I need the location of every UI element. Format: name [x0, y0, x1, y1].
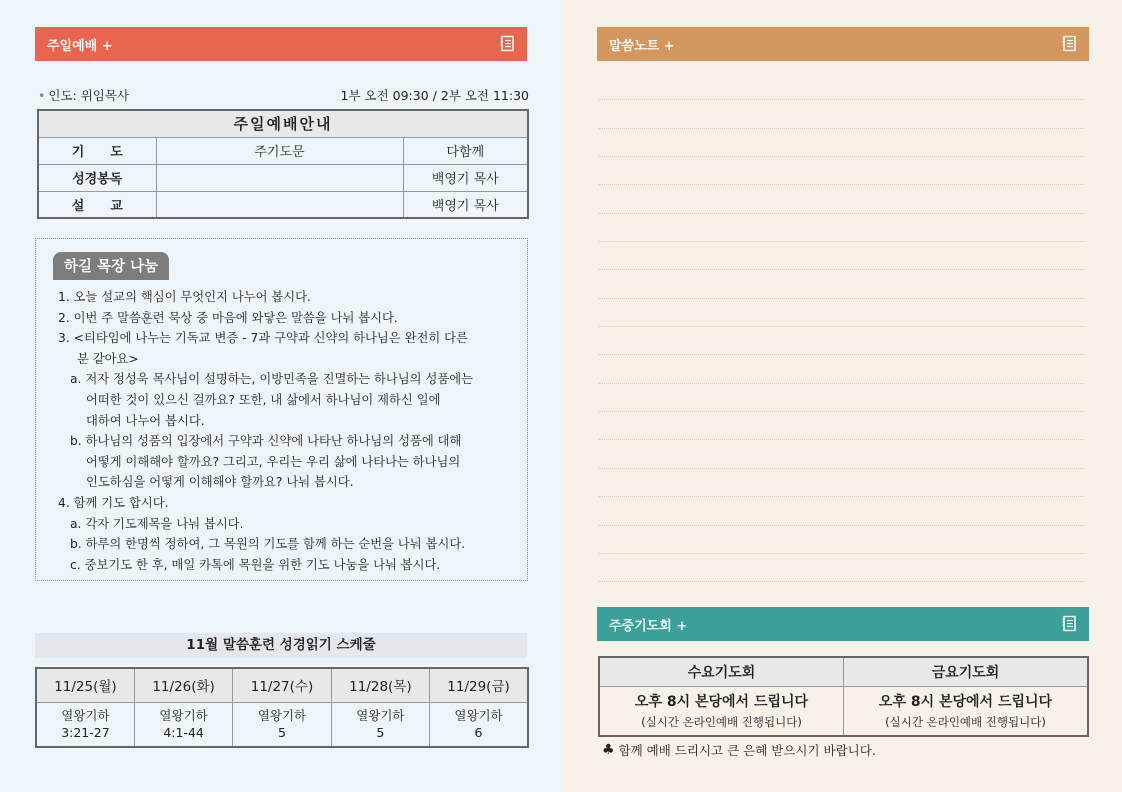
sermon-note-header-label: 말씀노트 +	[609, 38, 675, 54]
prayer-time: 오후 8시 본당에서 드립니다	[878, 694, 1053, 711]
note-line[interactable]	[599, 384, 1085, 412]
prayer-header-label: 주중기도회 +	[609, 618, 688, 634]
reading-book: 열왕기하	[159, 707, 208, 723]
list-item: 대하여 나누어 봅시다.	[86, 413, 205, 428]
note-line[interactable]	[599, 497, 1085, 525]
reading-book: 열왕기하	[356, 707, 405, 723]
notebook-icon	[500, 35, 515, 52]
list-item: 어떠한 것이 있으신 걸까요? 또한, 내 삶에서 하나님이 제하신 일에	[86, 392, 441, 407]
row-right: 백영기 목사	[403, 164, 528, 191]
table-row	[38, 164, 528, 191]
note-line[interactable]	[599, 242, 1085, 270]
list-item: 3. <티타임에 나누는 기독교 변증 - 7과 구약과 신약의 하나님은 완전히 다른	[58, 331, 468, 346]
schedule-title: 11월 말씀훈련 성경읽기 스케줄	[35, 633, 527, 658]
sermon-note-header	[597, 27, 1089, 61]
prayer-table	[598, 656, 1089, 737]
note-line[interactable]	[599, 554, 1085, 582]
note-line[interactable]	[599, 440, 1085, 468]
reading-ref: 5	[278, 724, 286, 740]
table-row	[38, 191, 528, 218]
reading-book: 열왕기하	[61, 707, 110, 723]
note-line[interactable]	[599, 157, 1085, 185]
note-line[interactable]	[599, 412, 1085, 440]
prayer-note: (실시간 온라인예배 진행됩니다)	[641, 715, 802, 730]
reading-ref: 6	[474, 724, 483, 740]
row-right: 백영기 목사	[403, 191, 528, 218]
service-times: 1부 오전 09:30 / 2부 오전 11:30	[340, 88, 529, 103]
schedule-reading	[430, 702, 528, 747]
service-title: 주일예배안내	[38, 110, 528, 137]
reading-ref: 3:21-27	[61, 724, 110, 740]
prayer-detail	[599, 686, 844, 736]
prayer-detail-row	[599, 686, 1088, 736]
club-suit-icon: ♣	[602, 742, 615, 758]
list-item: 어떻게 이해해야 할까요? 그리고, 우리는 우리 삶에 나타나는 하나님의	[86, 454, 461, 469]
list-item: 2. 이번 주 말씀훈련 묵상 중 마음에 와닿은 말씀을 나눠 봅시다.	[58, 310, 398, 325]
note-line[interactable]	[599, 270, 1085, 298]
prayer-detail	[844, 686, 1089, 736]
note-line[interactable]	[599, 469, 1085, 497]
footer-text: 함께 예배 드리시고 큰 은혜 받으시기 바랍니다.	[618, 743, 876, 758]
note-line[interactable]	[599, 129, 1085, 157]
schedule-reading	[134, 702, 232, 747]
prayer-name: 수요기도회	[599, 657, 844, 686]
schedule-date: 11/26(화)	[134, 668, 232, 702]
bullet-dot-icon: •	[38, 88, 46, 103]
note-lines[interactable]	[599, 72, 1085, 582]
schedule-date: 11/29(금)	[430, 668, 528, 702]
row-label: 설 교	[38, 191, 156, 218]
prayer-header-row	[599, 657, 1088, 686]
leader-info	[38, 86, 129, 104]
worship-header	[35, 27, 527, 61]
discussion-box	[35, 238, 528, 581]
list-item: 분 같아요>	[77, 351, 139, 366]
reading-ref: 4:1-44	[163, 724, 204, 740]
row-label: 성경봉독	[38, 164, 156, 191]
list-item: a. 저자 정성욱 목사님이 설명하는, 이방민족을 진멸하는 하나님의 성품에는	[70, 372, 473, 387]
note-line[interactable]	[599, 355, 1085, 383]
discussion-list	[58, 287, 473, 575]
worship-header-label: 주일예배 +	[47, 38, 113, 54]
service-meta	[38, 86, 529, 104]
schedule-date: 11/25(월)	[36, 668, 134, 702]
prayer-note: (실시간 온라인예배 진행됩니다)	[885, 715, 1046, 730]
schedule-reading	[36, 702, 134, 747]
leader-text: 인도: 위임목사	[48, 88, 130, 103]
row-right: 다함께	[403, 137, 528, 164]
row-label: 기 도	[38, 137, 156, 164]
reading-book: 열왕기하	[257, 707, 307, 723]
schedule-header-row	[36, 668, 528, 702]
list-item: 4. 함께 기도 합시다.	[58, 495, 169, 510]
note-line[interactable]	[599, 214, 1085, 242]
schedule-table	[35, 667, 529, 748]
note-line[interactable]	[599, 185, 1085, 213]
schedule-reading	[233, 702, 331, 747]
prayer-header	[597, 607, 1089, 641]
table-row	[38, 137, 528, 164]
row-middle	[156, 191, 403, 218]
note-line[interactable]	[599, 327, 1085, 355]
discussion-title: 하길 목장 나눔	[53, 252, 169, 280]
list-item: b. 하나님의 성품의 입장에서 구약과 신약에 나타난 하나님의 성품에 대해	[70, 434, 462, 449]
note-line[interactable]	[599, 100, 1085, 128]
notebook-icon	[1062, 35, 1077, 52]
note-line[interactable]	[599, 299, 1085, 327]
row-middle: 주기도문	[156, 137, 403, 164]
list-item: c. 중보기도 한 후, 매일 카톡에 목원을 위한 기도 나눔을 나눠 봅시다.	[70, 557, 441, 572]
list-item: 1. 오늘 설교의 핵심이 무엇인지 나누어 봅시다.	[58, 290, 311, 304]
list-item: b. 하루의 한명씩 정하여, 그 목원의 기도를 함께 하는 순번을 나눠 봅시다.	[70, 537, 466, 552]
reading-ref: 5	[376, 724, 385, 740]
list-item: 인도하심을 어떻게 이해해야 할까요? 나눠 봅시다.	[86, 475, 354, 490]
list-item: a. 각자 기도제목을 나눠 봅시다.	[70, 516, 244, 531]
prayer-name: 금요기도회	[844, 657, 1089, 686]
note-line[interactable]	[599, 526, 1085, 554]
schedule-reading	[331, 702, 429, 747]
schedule-date: 11/28(목)	[331, 668, 429, 702]
schedule-reading-row	[36, 702, 528, 747]
reading-book: 열왕기하	[454, 707, 503, 723]
footer-message	[602, 741, 876, 759]
notebook-icon	[1062, 615, 1077, 632]
row-middle	[156, 164, 403, 191]
note-line[interactable]	[599, 72, 1085, 100]
prayer-time: 오후 8시 본당에서 드립니다	[634, 694, 809, 711]
service-table	[37, 109, 529, 219]
schedule-date: 11/27(수)	[233, 668, 331, 702]
